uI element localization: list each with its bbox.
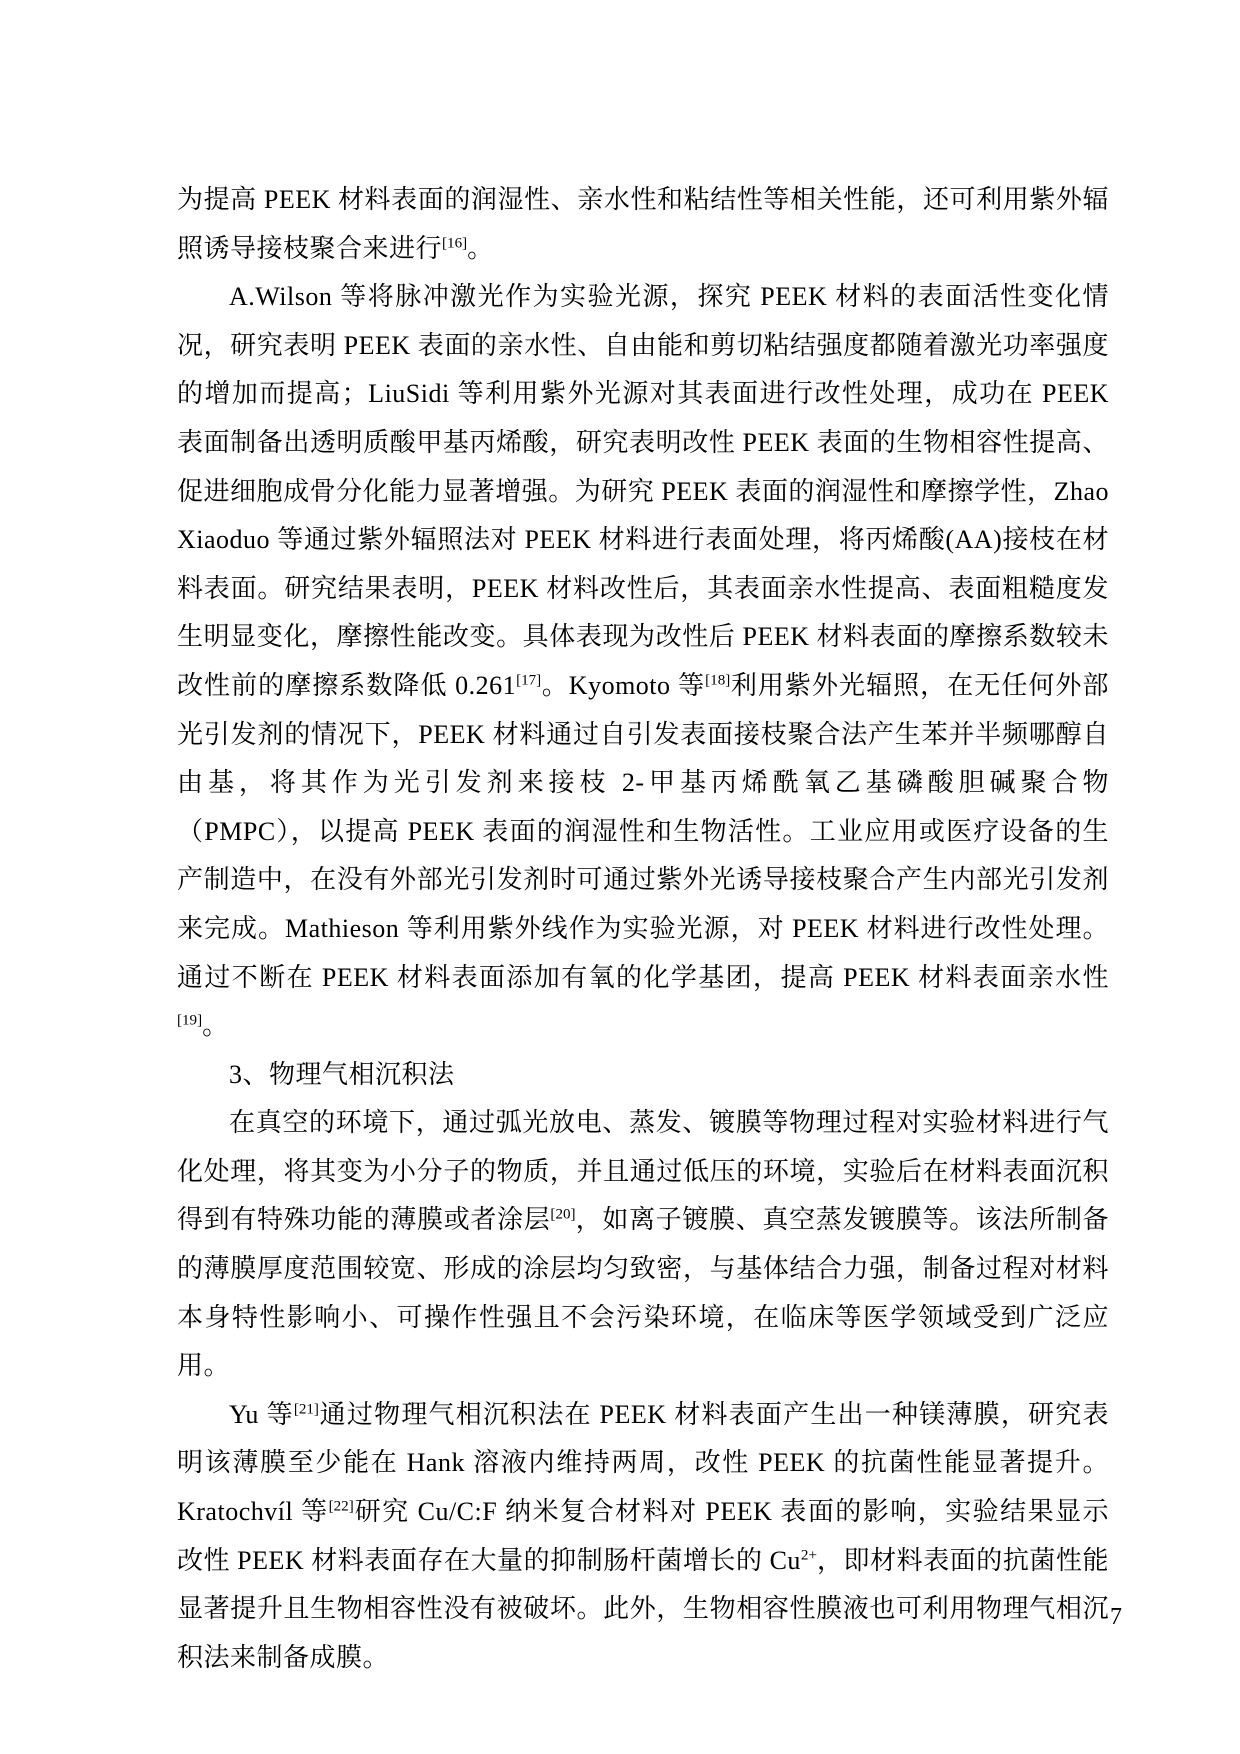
- paragraph-heading-pvd: [177, 1051, 1109, 1100]
- superscript-reference: [19]: [177, 1012, 203, 1029]
- text-run: 利用紫外光辐照，在无任何外部光引发剂的情况下，PEEK 材料通过自引发表面接枝聚合法产生苯并半频哪醇自由基，将其作为光引发剂来接枝 2-甲基丙烯酰氧乙基磷酸胆碱聚合物（PMPC），以提高 PEEK 表面的润湿性和生物活性。工业应用或医疗设备的生产制造中，在没有外部光引发剂时可通过紫外光诱导接枝聚合产生内部光引发剂来完成。Mathieson 等利用紫外线作为实验光源，对 PEEK 材料进行改性处理。通过不断在 PEEK 材料表面添加有氧的化学基团，提高 PEEK 材料表面亲水性: [177, 670, 1109, 992]
- text-run: 通过物理气相沉积法在 PEEK 材料表面产生出一种镁薄膜，研究表明该薄膜至少能在 Hank 溶液内维持两周，改性 PEEK 的抗菌性能显著提升。Kratochvíl 等: [177, 1399, 1109, 1527]
- text-run: ，即材料表面的抗菌性能显著提升且生物相容性没有被破坏。此外，生物相容性膜液也可利用物理气相沉积法来制备成膜。: [177, 1545, 1109, 1672]
- document-body: [177, 176, 1109, 1682]
- paragraph-pvd-studies: [177, 1391, 1109, 1683]
- superscript-reference: [22]: [328, 1498, 354, 1515]
- text-run: 。: [467, 233, 494, 263]
- text-run: 。: [202, 1011, 229, 1041]
- paragraph-uv-intro: [177, 176, 1109, 273]
- superscript-reference: [20]: [550, 1206, 576, 1223]
- text-run: 。Kyomoto 等: [541, 670, 706, 700]
- superscript-reference: [21]: [293, 1401, 319, 1418]
- text-run: ，如离子镀膜、真空蒸发镀膜等。该法所制备的薄膜厚度范围较宽、形成的涂层均匀致密，与基体结合力强，制备过程对材料本身特性影响小、可操作性强且不会污染环境，在临床等医学领域受到广泛应用。: [177, 1205, 1109, 1381]
- superscript-reference: 2+: [800, 1546, 817, 1563]
- superscript-reference: [17]: [516, 672, 542, 689]
- text-run: 研究 Cu/C:F 纳米复合材料对 PEEK 表面的影响，实验结果显示改性 PEEK 材料表面存在大量的抑制肠杆菌增长的 Cu: [177, 1497, 1110, 1575]
- superscript-reference: [16]: [442, 234, 468, 251]
- text-run: 3、物理气相沉积法: [229, 1059, 455, 1089]
- text-run: 在真空的环境下，通过弧光放电、蒸发、镀膜等物理过程对实验材料进行气化处理，将其变为小分子的物质，并且通过低压的环境，实验后在材料表面沉积得到有特殊功能的薄膜或者涂层: [177, 1108, 1109, 1235]
- page-number: 7: [1110, 1604, 1122, 1630]
- superscript-reference: [18]: [705, 672, 731, 689]
- paragraph-pvd-description: [177, 1099, 1109, 1391]
- paragraph-uv-studies: [177, 273, 1109, 1051]
- text-run: 为提高 PEEK 材料表面的润湿性、亲水性和粘结性等相关性能，还可利用紫外辐照诱导接枝聚合来进行: [177, 185, 1109, 263]
- text-run: Yu 等: [229, 1399, 294, 1429]
- text-run: A.Wilson 等将脉冲激光作为实验光源，探究 PEEK 材料的表面活性变化情况，研究表明 PEEK 表面的亲水性、自由能和剪切粘结强度都随着激光功率强度的增加而提高；LiuSidi 等利用紫外光源对其表面进行改性处理，成功在 PEEK 表面制备出透明质酸甲基丙烯酸，研究表明改性 PEEK 表面的生物相容性提高、促进细胞成骨分化能力显著增强。为研究 PEEK 表面的润湿性和摩擦学性，Zhao Xiaoduo 等通过紫外辐照法对 PEEK 材料进行表面处理，将丙烯酸(AA)接枝在材料表面。研究结果表明，PEEK 材料改性后，其表面亲水性提高、表面粗糙度发生明显变化，摩擦性能改变。具体表现为改性后 PEEK 材料表面的摩擦系数较未改性前的摩擦系数降低 0.261: [177, 282, 1109, 700]
